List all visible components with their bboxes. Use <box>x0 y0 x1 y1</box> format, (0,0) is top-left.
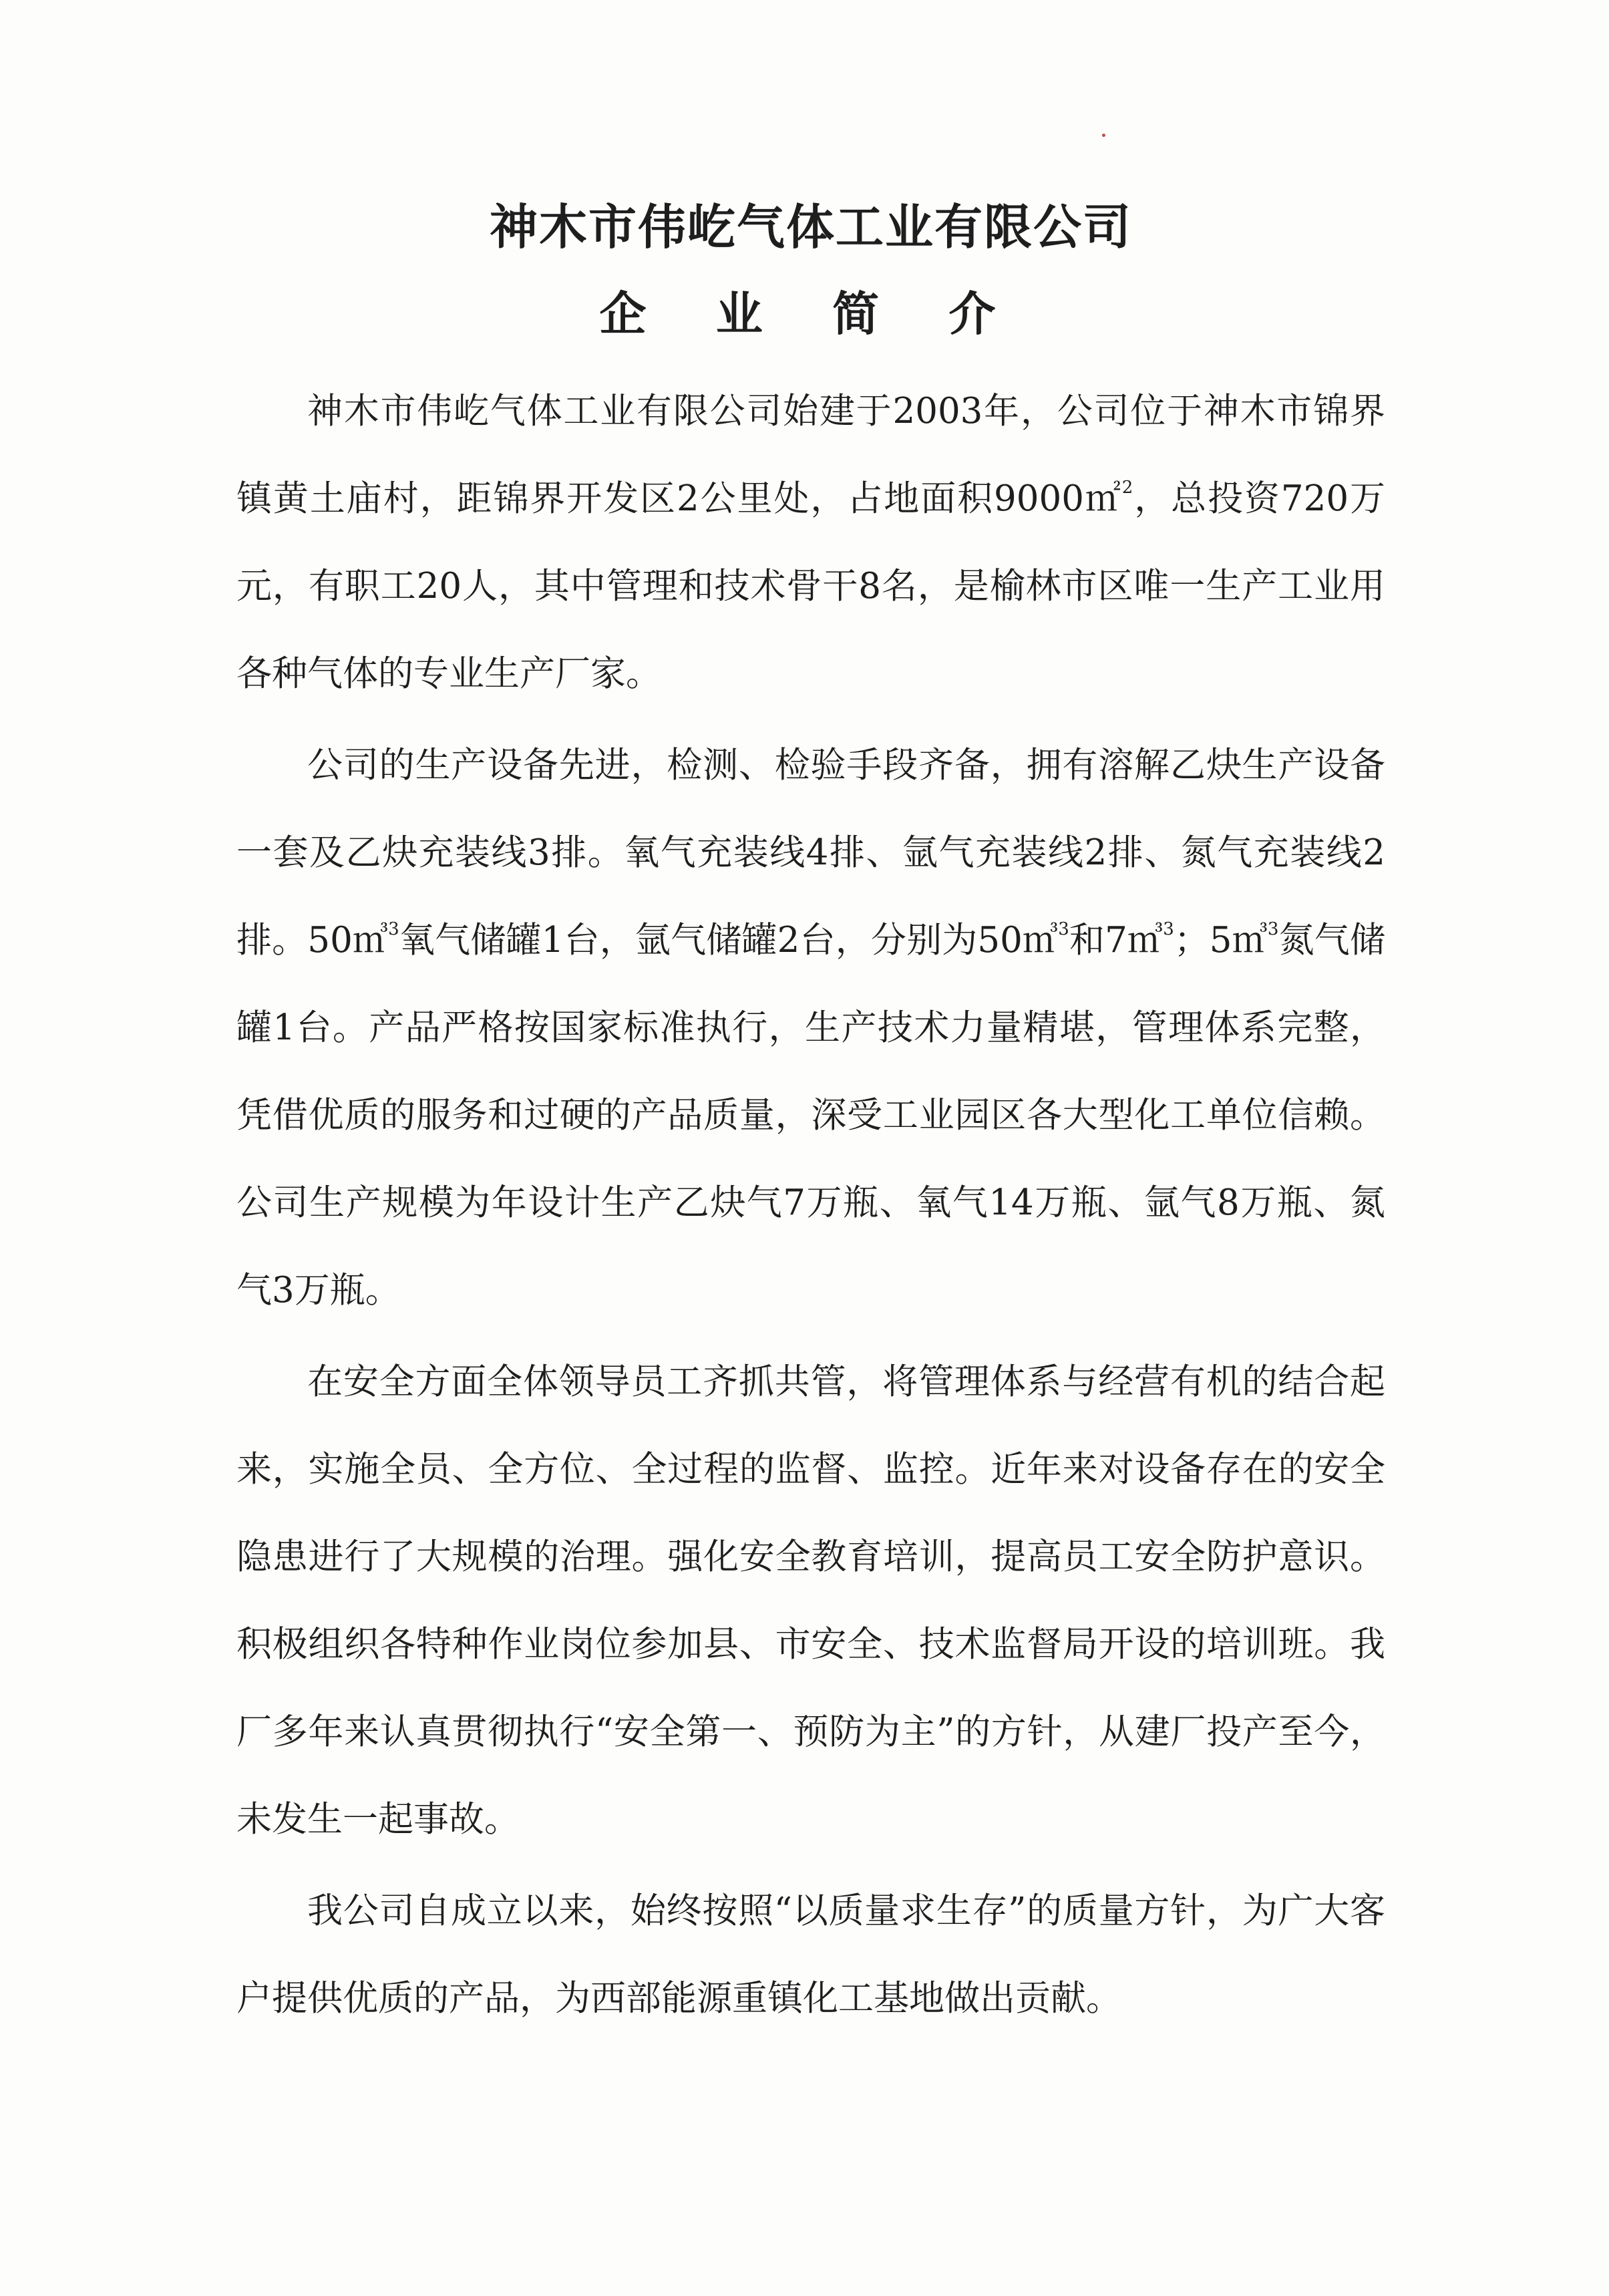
body-paragraph-3 <box>236 1338 1385 1863</box>
body-paragraph-2 <box>236 721 1385 1334</box>
document-subtitle: 企 业 简 介 <box>599 287 1023 341</box>
body-paragraph-1 <box>236 367 1385 717</box>
superscript-exponent: 3 <box>1058 919 1069 939</box>
text-segment: 神木市伟屹气体工业有限公司始建于2003年，公司位于神木市锦界镇黄土庙村，距锦界开发区2公里处，占地面积9000㎡ <box>236 391 1385 519</box>
superscript-exponent: 3 <box>1267 919 1279 939</box>
text-segment: ，总投资720万元，有职工20人，其中管理和技术骨干8名，是榆林市区唯一生产工业用各种气体的专业生产厂家。 <box>236 478 1385 694</box>
superscript-exponent: 2 <box>1121 478 1133 498</box>
text-segment: 氧气储罐1台，氩气储罐2台，分别为50㎥ <box>399 920 1059 961</box>
text-segment: 和7㎥ <box>1069 920 1164 961</box>
text-segment: 在安全方面全体领导员工齐抓共管，将管理体系与经营有机的结合起来，实施全员、全方位、全过程的监督、监控。近年来对设备存在的安全隐患进行了大规模的治理。强化安全教育培训，提高员工安全防护意识。积极组织各特种作业岗位参加县、市安全、技术监督局开设的培训班。我厂多年来认真贯彻执行“安全第一、预防为主”的方针，从建厂投产至今，未发生一起事故。 <box>236 1361 1385 1840</box>
scan-speck <box>1102 134 1105 137</box>
text-segment: 氮气储罐1台。产品严格按国家标准执行，生产技术力量精堪，管理体系完整，凭借优质的服务和过硬的产品质量，深受工业园区各大型化工单位信赖。公司生产规模为年设计生产乙炔气7万瓶、氧气14万瓶、氩气8万瓶、氮气3万瓶。 <box>236 920 1385 1311</box>
body-paragraph-4 <box>236 1867 1385 2042</box>
document-body <box>236 194 1385 2046</box>
text-segment: ；5㎥ <box>1174 920 1268 961</box>
superscript-exponent: 3 <box>388 919 399 939</box>
text-segment: 我公司自成立以来，始终按照“以质量求生存”的质量方针，为广大客户提供优质的产品，为西部能源重镇化工基地做出贡献。 <box>236 1891 1385 2019</box>
paragraph-list <box>236 367 1385 2042</box>
company-title: 神木市伟屹气体工业有限公司 <box>489 199 1132 255</box>
superscript-exponent: 3 <box>1163 919 1174 939</box>
text-segment: 公司的生产设备先进，检测、检验手段齐备，拥有溶解乙炔生产设备一套及乙炔充装线3排。氧气充装线4排、氩气充装线2排、氮气充装线2排。50㎥ <box>236 745 1385 961</box>
